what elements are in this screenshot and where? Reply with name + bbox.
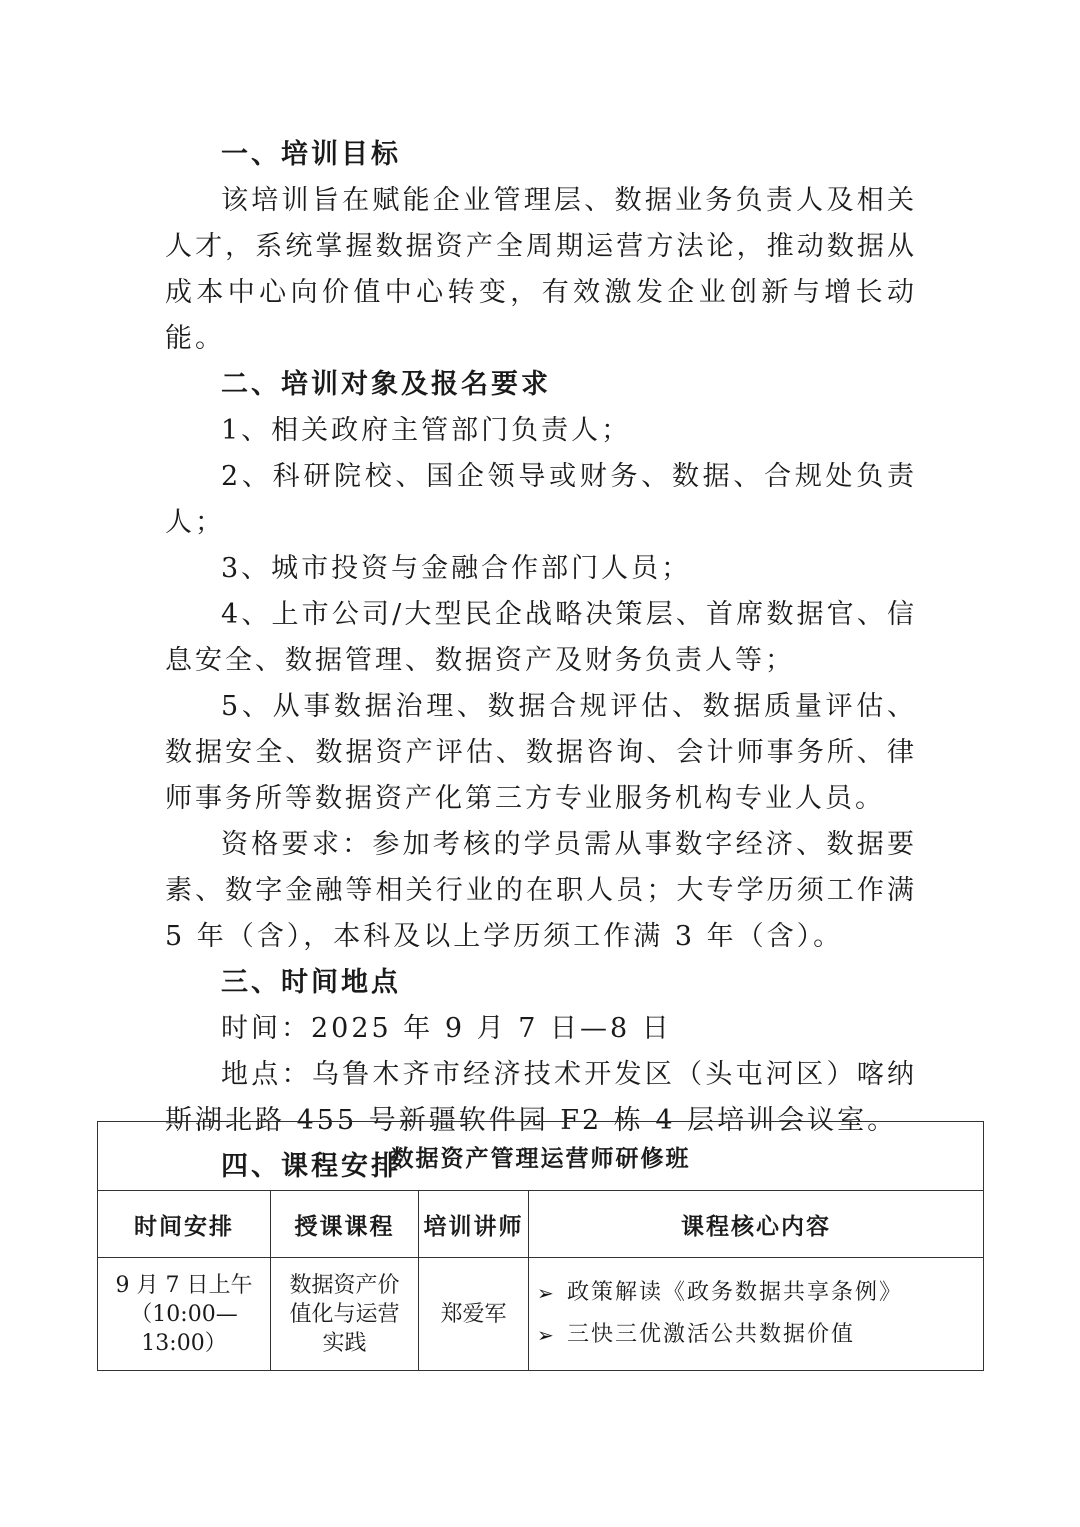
course-schedule-table (97, 1121, 984, 1371)
header-time: 时间安排 (98, 1191, 271, 1258)
arrow-right-icon: ➢ (537, 1281, 556, 1305)
qualification-paragraph: 资格要求：参加考核的学员需从事数字经济、数据要素、数字金融等相关行业的在职人员；大专学历须工作满 5 年（含），本科及以上学历须工作满 3 年（含）。 (165, 829, 917, 952)
cell-lecturer: 郑爱军 (419, 1258, 529, 1371)
time-line: 时间：2025 年 9 月 7 日—8 日 (221, 1013, 672, 1044)
section-heading-schedule: 四、课程安排 (221, 1151, 401, 1182)
header-course: 授课课程 (271, 1191, 419, 1258)
table-title: 数据资产管理运营师研修班 (98, 1122, 984, 1191)
time-date: 9 月 7 日上午 (115, 1272, 253, 1298)
table-row (98, 1258, 984, 1371)
audience-item: 4、上市公司/大型民企战略决策层、首席数据官、信息安全、数据管理、数据资产及财务负责人等； (165, 599, 917, 676)
header-lecturer: 培训讲师 (419, 1191, 529, 1258)
goal-paragraph: 该培训旨在赋能企业管理层、数据业务负责人及相关人才，系统掌握数据资产全周期运营方法论，推动数据从成本中心向价值中心转变，有效激发企业创新与增长动能。 (165, 185, 917, 354)
document-body (165, 132, 917, 1190)
content-list (537, 1272, 983, 1356)
section-heading-time-place: 三、时间地点 (221, 967, 401, 998)
cell-content (529, 1258, 984, 1371)
arrow-right-icon: ➢ (537, 1323, 556, 1347)
cell-course (271, 1258, 419, 1371)
place-line: 地点：乌鲁木齐市经济技术开发区（头屯河区）喀纳斯湖北路 455 号新疆软件园 F2 栋 4 层培训会议室。 (165, 1059, 917, 1136)
list-item (537, 1314, 983, 1356)
time-range: （10:00—13:00） (130, 1301, 238, 1356)
section-heading-audience: 二、培训对象及报名要求 (221, 369, 551, 400)
table-header-row (98, 1191, 984, 1258)
cell-time (98, 1258, 271, 1371)
audience-item: 5、从事数据治理、数据合规评估、数据质量评估、数据安全、数据资产评估、数据咨询、会计师事务所、律师事务所等数据资产化第三方专业服务机构专业人员。 (165, 691, 917, 814)
course-name: 数据资产价值化与运营实践 (289, 1272, 400, 1356)
header-content: 课程核心内容 (529, 1191, 984, 1258)
audience-item: 3、城市投资与金融合作部门人员； (221, 553, 692, 584)
list-item (537, 1272, 983, 1314)
content-item-text: 政策解读《政务数据共享条例》 (567, 1280, 904, 1305)
audience-item: 1、相关政府主管部门负责人； (221, 415, 632, 446)
content-item-text: 三快三优激活公共数据价值 (567, 1322, 856, 1347)
audience-item: 2、科研院校、国企领导或财务、数据、合规处负责人； (165, 461, 917, 538)
section-heading-goal: 一、培训目标 (221, 139, 401, 170)
